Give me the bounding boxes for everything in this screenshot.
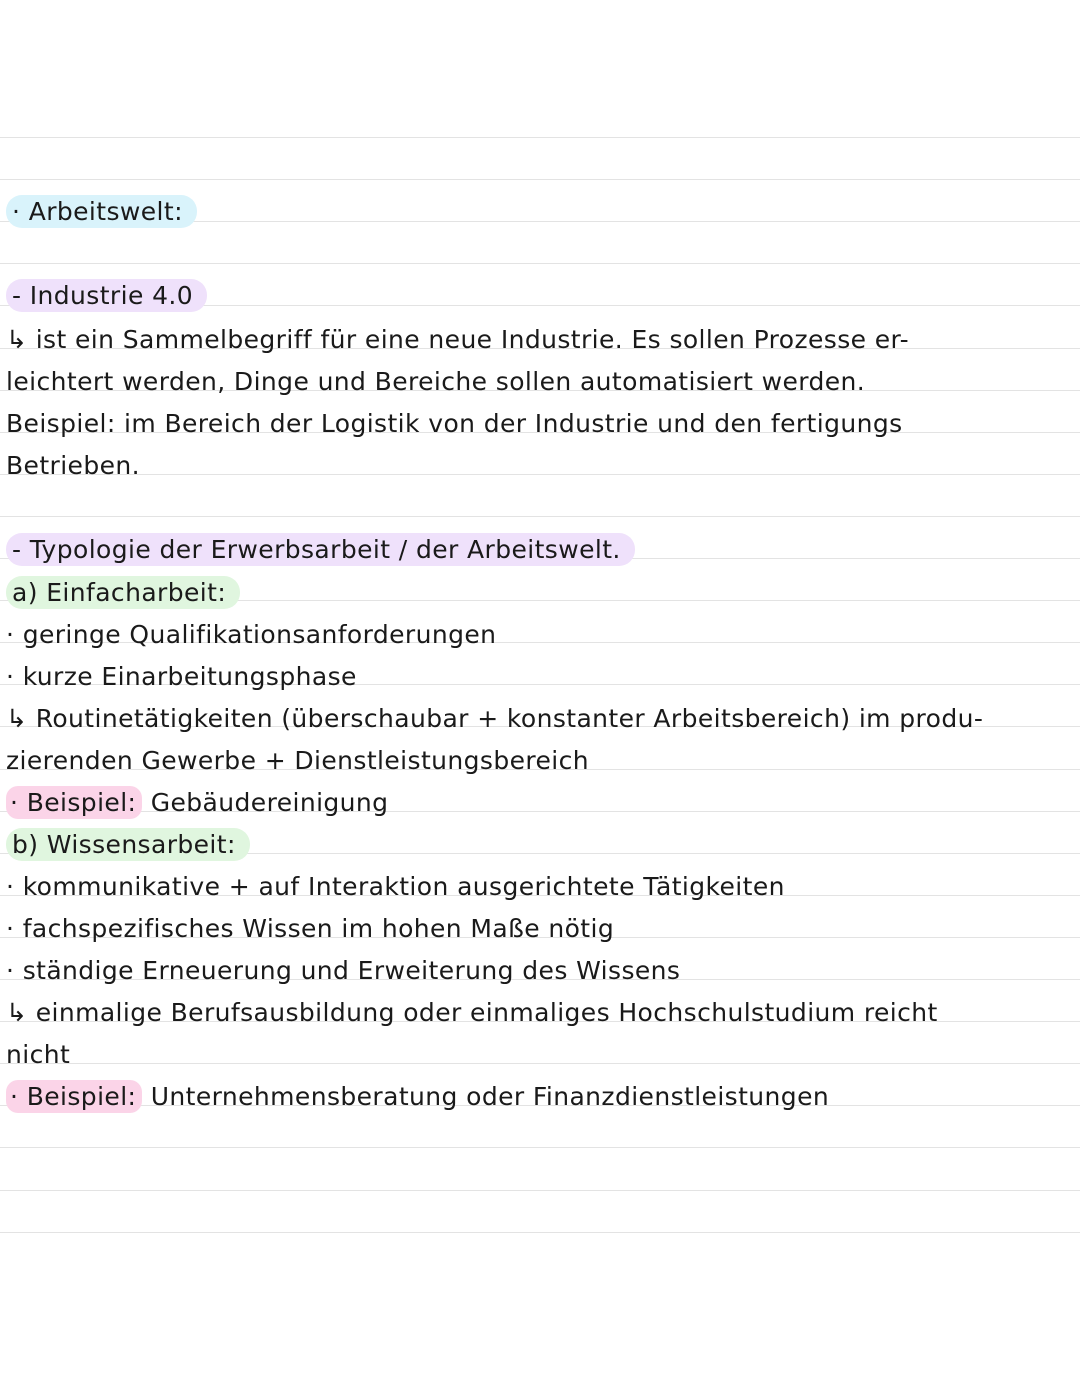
ruled-line [0,1232,1080,1233]
bullet-item: · kurze Einarbeitungsphase [6,662,357,691]
arrow-note-line: nicht [6,1040,71,1069]
bullet-item: · kommunikative + auf Interaktion ausgerichtete Tätigkeiten [6,872,785,901]
ruled-line [0,179,1080,180]
industrie-text-line: Betrieben. [6,451,140,480]
industrie-text-line: Beispiel: im Bereich der Logistik von der Industrie und den fertigungs [6,409,903,438]
heading-industrie-line [6,278,207,314]
heading-wissensarbeit-line [6,827,250,863]
arrow-note-line: ↳ Routinetätigkeiten (überschaubar + konstanter Arbeitsbereich) im produ- [6,704,984,733]
example-text: Unternehmensberatung oder Finanzdienstleistungen [150,1082,830,1111]
heading-einfacharbeit-line [6,575,240,611]
heading-arbeitswelt: · Arbeitswelt: [6,195,197,228]
bullet-item: · ständige Erneuerung und Erweiterung des Wissens [6,956,681,985]
example-label: · Beispiel: [6,1080,142,1113]
heading-arbeitswelt-line [6,194,197,230]
ruled-line [0,263,1080,264]
ruled-line [0,1063,1080,1064]
industrie-text-line: ↳ ist ein Sammelbegriff für eine neue Industrie. Es sollen Prozesse er- [6,325,910,354]
ruled-line [0,137,1080,138]
ruled-line [0,516,1080,517]
ruled-line [0,1190,1080,1191]
industrie-text-line: leichtert werden, Dinge und Bereiche sollen automatisiert werden. [6,367,866,396]
example-text: Gebäudereinigung [150,788,389,817]
example-line [6,785,388,821]
heading-einfacharbeit: a) Einfacharbeit: [6,576,240,609]
ruled-line [0,474,1080,475]
heading-wissensarbeit: b) Wissensarbeit: [6,828,250,861]
heading-typologie: - Typologie der Erwerbsarbeit / der Arbeitswelt. [6,533,635,566]
heading-industrie: - Industrie 4.0 [6,279,207,312]
arrow-note-line: ↳ einmalige Berufsausbildung oder einmaliges Hochschulstudium reicht [6,998,938,1027]
bullet-item: · fachspezifisches Wissen im hohen Maße nötig [6,914,615,943]
heading-typologie-line [6,532,635,568]
ruled-line [0,1147,1080,1148]
example-label: · Beispiel: [6,786,142,819]
arrow-note-line: zierenden Gewerbe + Dienstleistungsbereich [6,746,590,775]
bullet-item: · geringe Qualifikationsanforderungen [6,620,497,649]
example-line [6,1079,829,1115]
